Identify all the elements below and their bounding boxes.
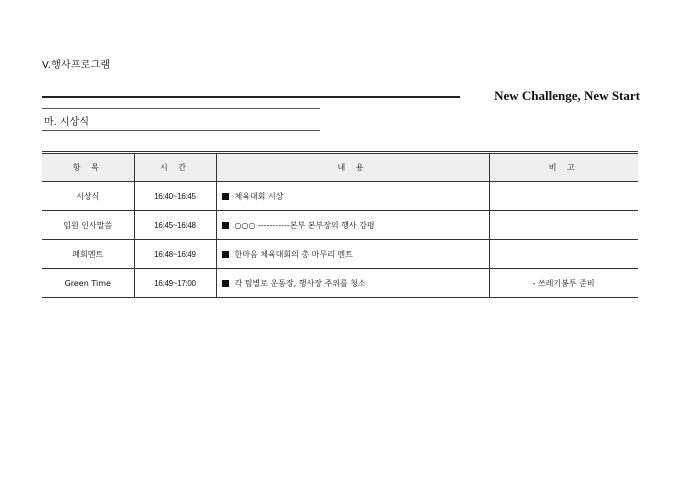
row-note-cell [489,211,638,240]
row-time: 16:40~16:45 [134,182,216,211]
row-content-cell [216,240,489,269]
row-content: ○○○ -----------본부 본부장의 행사 강평 [234,220,375,230]
table-row [42,182,638,211]
header-content: 내 용 [216,153,489,182]
row-note: - 쓰레기봉투 준비 [532,278,595,288]
table-row [42,240,638,269]
table-row [42,269,638,298]
header-item: 항 목 [42,153,134,182]
header-note: 비 고 [489,153,638,182]
row-note [495,192,533,201]
row-item: 임원 인사말씀 [42,211,134,240]
row-item: 폐회멘트 [42,240,134,269]
section-title: V.행사프로그램 [42,60,111,71]
row-note-cell [489,240,638,269]
row-content: 각 팀별로 운동장, 행사장 주위를 청소 [234,278,366,288]
table-row [42,211,638,240]
square-bullet-icon [222,280,229,287]
square-bullet-icon [222,251,229,258]
row-item: Green Time [42,269,134,298]
row-content-cell [216,269,489,298]
program-table [42,151,638,298]
row-note-cell [489,182,638,211]
row-note-cell [489,269,638,298]
row-item: 시상식 [42,182,134,211]
subsection-rule-bottom [42,130,320,131]
row-time: 16:48~16:49 [134,240,216,269]
row-content-cell [216,211,489,240]
header-time: 시 간 [134,153,216,182]
row-time: 16:49~17:00 [134,269,216,298]
subsection-rule-top [42,108,320,109]
row-note [495,250,533,259]
banner-rule [42,96,460,98]
row-content: 체육대회 시상 [234,191,284,201]
row-content: 한마음 체육대회의 총 마무리 멘트 [234,249,353,259]
table-header-row [42,153,638,182]
banner-slogan: New Challenge, New Start [494,88,640,103]
square-bullet-icon [222,222,229,229]
row-content-cell [216,182,489,211]
subsection-title: 마. 시상식 [44,117,89,128]
square-bullet-icon [222,193,229,200]
row-note [495,221,533,230]
row-time: 16:45~16:48 [134,211,216,240]
